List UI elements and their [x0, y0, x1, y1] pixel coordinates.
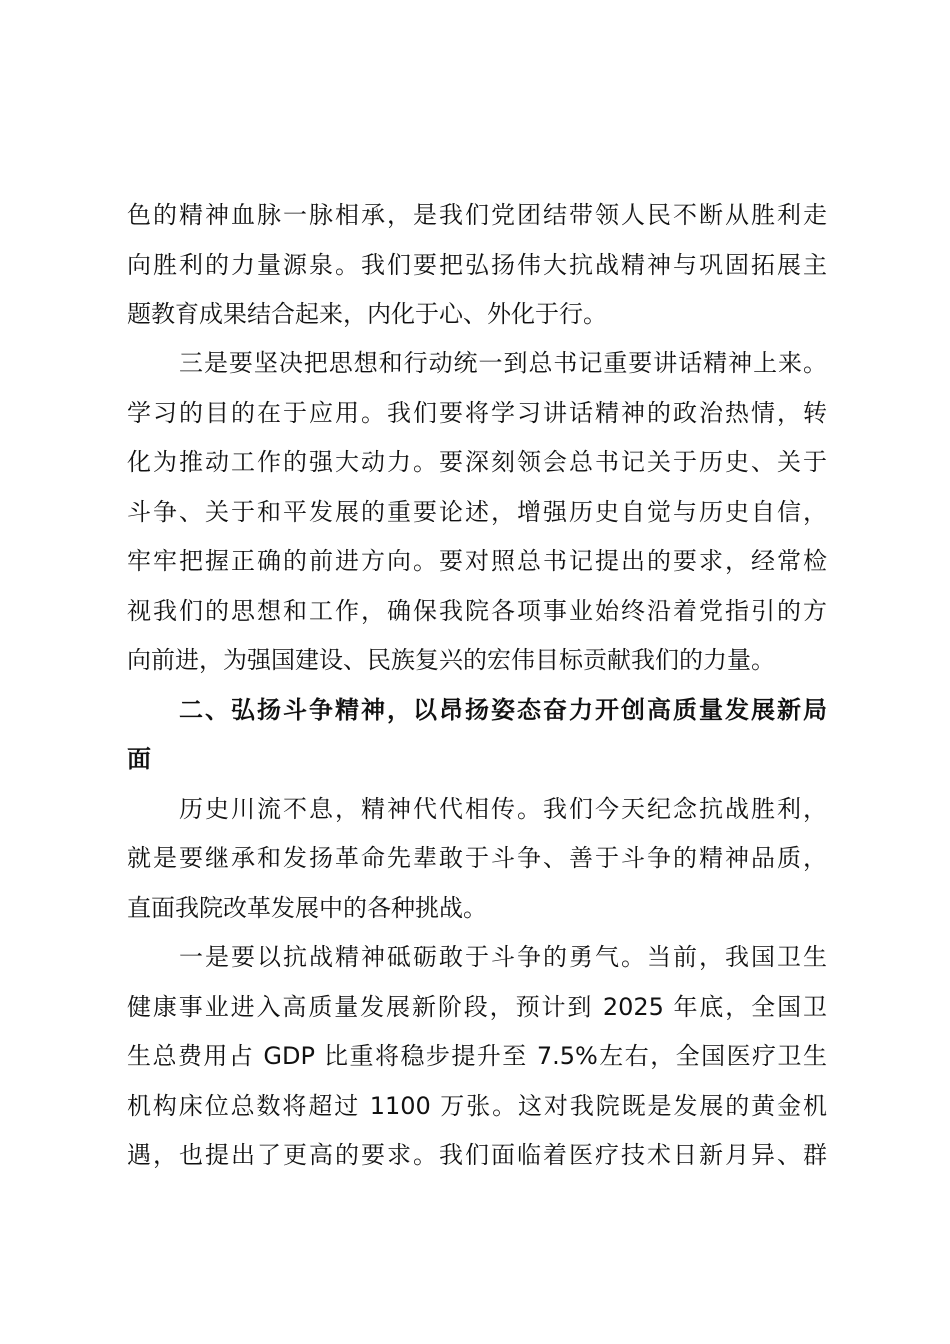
paragraph-line: 遇，也提出了更高的要求。我们面临着医疗技术日新月异、群	[127, 1141, 827, 1169]
paragraph-line: 健康事业进入高质量发展新阶段，预计到 2025 年底，全国卫	[127, 993, 827, 1021]
paragraph-line: 三是要坚决把思想和行动统一到总书记重要讲话精神上来。	[179, 349, 827, 377]
paragraph-line: 机构床位总数将超过 1100 万张。这对我院既是发展的黄金机	[127, 1092, 827, 1120]
section-heading: 面	[127, 745, 151, 773]
paragraph-line: 直面我院改革发展中的各种挑战。	[127, 894, 487, 922]
paragraph-line: 视我们的思想和工作，确保我院各项事业始终沿着党指引的方	[127, 597, 827, 625]
paragraph-line: 就是要继承和发扬革命先辈敢于斗争、善于斗争的精神品质，	[127, 844, 827, 872]
paragraph-line: 斗争、关于和平发展的重要论述，增强历史自觉与历史自信，	[127, 498, 827, 526]
paragraph-line: 化为推动工作的强大动力。要深刻领会总书记关于历史、关于	[127, 448, 827, 476]
paragraph-line: 历史川流不息，精神代代相传。我们今天纪念抗战胜利，	[179, 795, 827, 823]
paragraph-line: 向前进，为强国建设、民族复兴的宏伟目标贡献我们的力量。	[127, 646, 775, 674]
section-heading: 二、弘扬斗争精神，以昂扬姿态奋力开创高质量发展新局	[179, 696, 827, 724]
paragraph-line: 学习的目的在于应用。我们要将学习讲话精神的政治热情，转	[127, 399, 827, 427]
paragraph-line: 生总费用占 GDP 比重将稳步提升至 7.5%左右，全国医疗卫生	[127, 1042, 827, 1070]
paragraph-line: 向胜利的力量源泉。我们要把弘扬伟大抗战精神与巩固拓展主	[127, 251, 827, 279]
paragraph-line: 一是要以抗战精神砥砺敢于斗争的勇气。当前，我国卫生	[179, 943, 827, 971]
paragraph-line: 色的精神血脉一脉相承，是我们党团结带领人民不断从胜利走	[127, 201, 827, 229]
paragraph-line: 题教育成果结合起来，内化于心、外化于行。	[127, 300, 607, 328]
paragraph-line: 牢牢把握正确的前进方向。要对照总书记提出的要求，经常检	[127, 547, 827, 575]
